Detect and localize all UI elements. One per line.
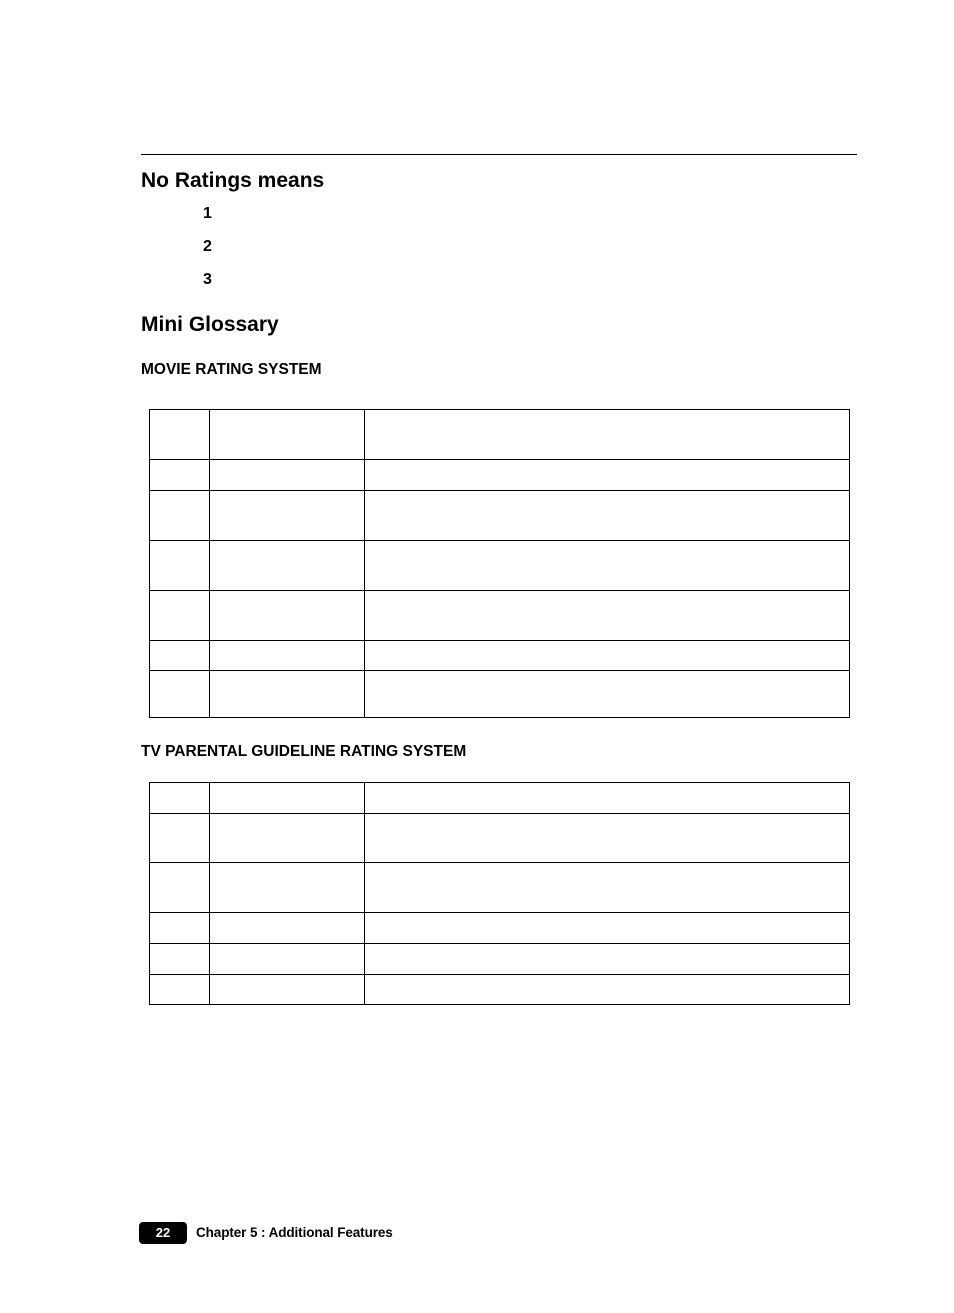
table-cell [365, 641, 850, 671]
chapter-heading [196, 1222, 393, 1244]
table-cell [365, 783, 850, 814]
table-cell [150, 863, 210, 913]
table-cell [210, 913, 365, 944]
table-cell [210, 975, 365, 1005]
tv-rating-table [149, 782, 850, 1005]
heading-mini-glossary: Mini Glossary [141, 313, 279, 336]
table-cell [150, 671, 210, 718]
table-cell [150, 410, 210, 460]
table-cell [365, 975, 850, 1005]
table-row [150, 460, 850, 491]
list-item: 1 [203, 205, 212, 222]
table-cell [150, 541, 210, 591]
movie-rating-table [149, 409, 850, 718]
table-row [150, 863, 850, 913]
table-cell [150, 591, 210, 641]
table-cell [365, 814, 850, 863]
table-cell [150, 814, 210, 863]
table-cell [210, 944, 365, 975]
table-cell [210, 671, 365, 718]
table-cell [150, 491, 210, 541]
table-cell [150, 460, 210, 491]
table-row [150, 783, 850, 814]
table-row [150, 913, 850, 944]
table-cell [210, 641, 365, 671]
table-row [150, 975, 850, 1005]
table-cell [365, 944, 850, 975]
table-cell [150, 975, 210, 1005]
table-cell [210, 814, 365, 863]
table-cell [365, 591, 850, 641]
table-cell [210, 491, 365, 541]
table-row [150, 410, 850, 460]
table-row [150, 944, 850, 975]
chapter-label: Chapter 5 [196, 1225, 258, 1240]
heading-movie-rating-system: MOVIE RATING SYSTEM [141, 361, 322, 378]
table-cell [150, 913, 210, 944]
table-cell [150, 944, 210, 975]
table-cell [210, 410, 365, 460]
table-cell [365, 491, 850, 541]
table-cell [210, 460, 365, 491]
chapter-separator: : [257, 1225, 269, 1240]
table-row [150, 641, 850, 671]
table-row [150, 541, 850, 591]
table-cell [210, 591, 365, 641]
list-item: 2 [203, 238, 212, 255]
heading-tv-parental-guideline: TV PARENTAL GUIDELINE RATING SYSTEM [141, 743, 467, 760]
table-row [150, 591, 850, 641]
top-rule [141, 154, 857, 155]
table-cell [365, 863, 850, 913]
table-cell [150, 641, 210, 671]
page-footer [139, 1222, 393, 1244]
table-cell [150, 783, 210, 814]
page-number-badge: 22 [139, 1222, 187, 1244]
table-cell [365, 541, 850, 591]
table-cell [365, 410, 850, 460]
table-cell [365, 671, 850, 718]
table-row [150, 671, 850, 718]
no-ratings-list [203, 205, 212, 304]
table-cell [210, 541, 365, 591]
heading-no-ratings: No Ratings means [141, 169, 325, 192]
list-item: 3 [203, 271, 212, 288]
chapter-title: Additional Features [268, 1225, 393, 1240]
table-row [150, 491, 850, 541]
table-cell [365, 913, 850, 944]
table-cell [210, 863, 365, 913]
table-cell [365, 460, 850, 491]
table-cell [210, 783, 365, 814]
table-row [150, 814, 850, 863]
